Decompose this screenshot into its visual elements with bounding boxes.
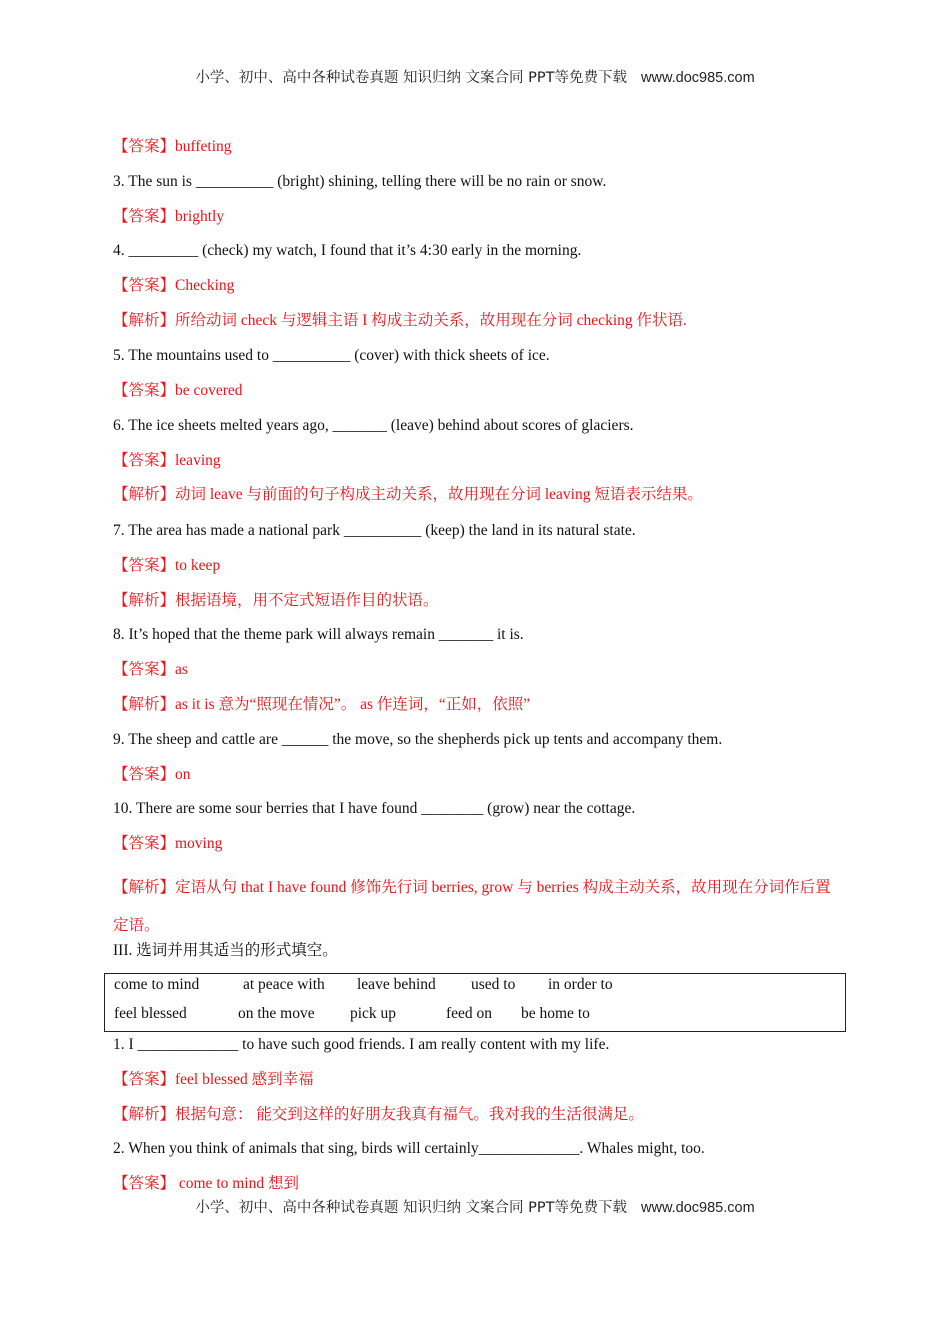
word-bank-item: on the move — [238, 1005, 315, 1022]
page-header-bottom — [0, 1196, 950, 1217]
question-4: 4. _________ (check) my watch, I found that it’s 4:30 early in the morning. — [113, 242, 582, 259]
explanation-line: 【解析】as it is 意为“照现在情况”。 as 作连词，“正如，依照” — [113, 696, 531, 713]
word-bank-item: at peace with — [243, 976, 325, 993]
question-iii-1: 1. I _____________ to have such good friends. I am really content with my life. — [113, 1036, 610, 1053]
word-bank-item: in order to — [548, 976, 613, 993]
answer-line: 【答案】feel blessed 感到幸福 — [113, 1071, 314, 1088]
header-text: 小学、初中、高中各种试卷真题 知识归纳 文案合同 PPT等免费下载 — [195, 1200, 628, 1216]
explanation-line: 【解析】所给动词 check 与逻辑主语 I 构成主动关系，故用现在分词 checking 作状语. — [113, 312, 687, 329]
question-9: 9. The sheep and cattle are ______ the move, so the shepherds pick up tents and accompany them. — [113, 731, 723, 748]
word-bank-item: pick up — [350, 1005, 397, 1022]
explanation-line: 【解析】根据句意： 能交到这样的好朋友我真有福气。我对我的生活很满足。 — [113, 1106, 644, 1123]
question-5: 5. The mountains used to __________ (cover) with thick sheets of ice. — [113, 347, 550, 364]
word-bank-item: feel blessed — [114, 1005, 187, 1022]
answer-line: 【答案】as — [113, 661, 188, 678]
answer-line: 【答案】leaving — [113, 452, 221, 469]
header-text: 小学、初中、高中各种试卷真题 知识归纳 文案合同 PPT等免费下载 — [195, 70, 628, 86]
answer-line: 【答案】on — [113, 766, 191, 783]
answer-line: 【答案】be covered — [113, 382, 243, 399]
word-bank-item: leave behind — [357, 976, 436, 993]
header-url[interactable]: www.doc985.com — [641, 1200, 755, 1216]
answer-line: 【答案】Checking — [113, 277, 235, 294]
header-url[interactable]: www.doc985.com — [641, 70, 755, 86]
question-iii-2: 2. When you think of animals that sing, birds will certainly_____________. Whales might, too. — [113, 1140, 705, 1157]
word-bank-item: used to — [471, 976, 516, 993]
question-8: 8. It’s hoped that the theme park will always remain _______ it is. — [113, 626, 524, 643]
question-10: 10. There are some sour berries that I have found ________ (grow) near the cottage. — [113, 800, 636, 817]
answer-line: 【答案】moving — [113, 835, 223, 852]
word-bank-item: be home to — [521, 1005, 590, 1022]
word-bank-item: come to mind — [114, 976, 200, 993]
answer-line: 【答案】buffeting — [113, 138, 232, 155]
answer-line: 【答案】brightly — [113, 208, 225, 225]
question-6: 6. The ice sheets melted years ago, _______ (leave) behind about scores of glaciers. — [113, 417, 634, 434]
question-7: 7. The area has made a national park __________ (keep) the land in its natural state. — [113, 522, 636, 539]
word-bank-box — [104, 973, 846, 1032]
explanation-line: 【解析】根据语境，用不定式短语作目的状语。 — [113, 592, 439, 609]
explanation-line: 【解析】定语从句 that I have found 修饰先行词 berries, grow 与 berries 构成主动关系，故用现在分词作后置定语。 — [113, 879, 831, 934]
word-bank-item: feed on — [446, 1005, 493, 1022]
question-3: 3. The sun is __________ (bright) shining, telling there will be no rain or snow. — [113, 173, 607, 190]
answer-line: 【答案】 come to mind 想到 — [113, 1175, 299, 1192]
section-heading: III. 选词并用其适当的形式填空。 — [113, 942, 338, 959]
page-header-top — [0, 66, 950, 87]
answer-line: 【答案】to keep — [113, 557, 221, 574]
explanation-line: 【解析】动词 leave 与前面的句子构成主动关系，故用现在分词 leaving 短语表示结果。 — [113, 486, 703, 503]
